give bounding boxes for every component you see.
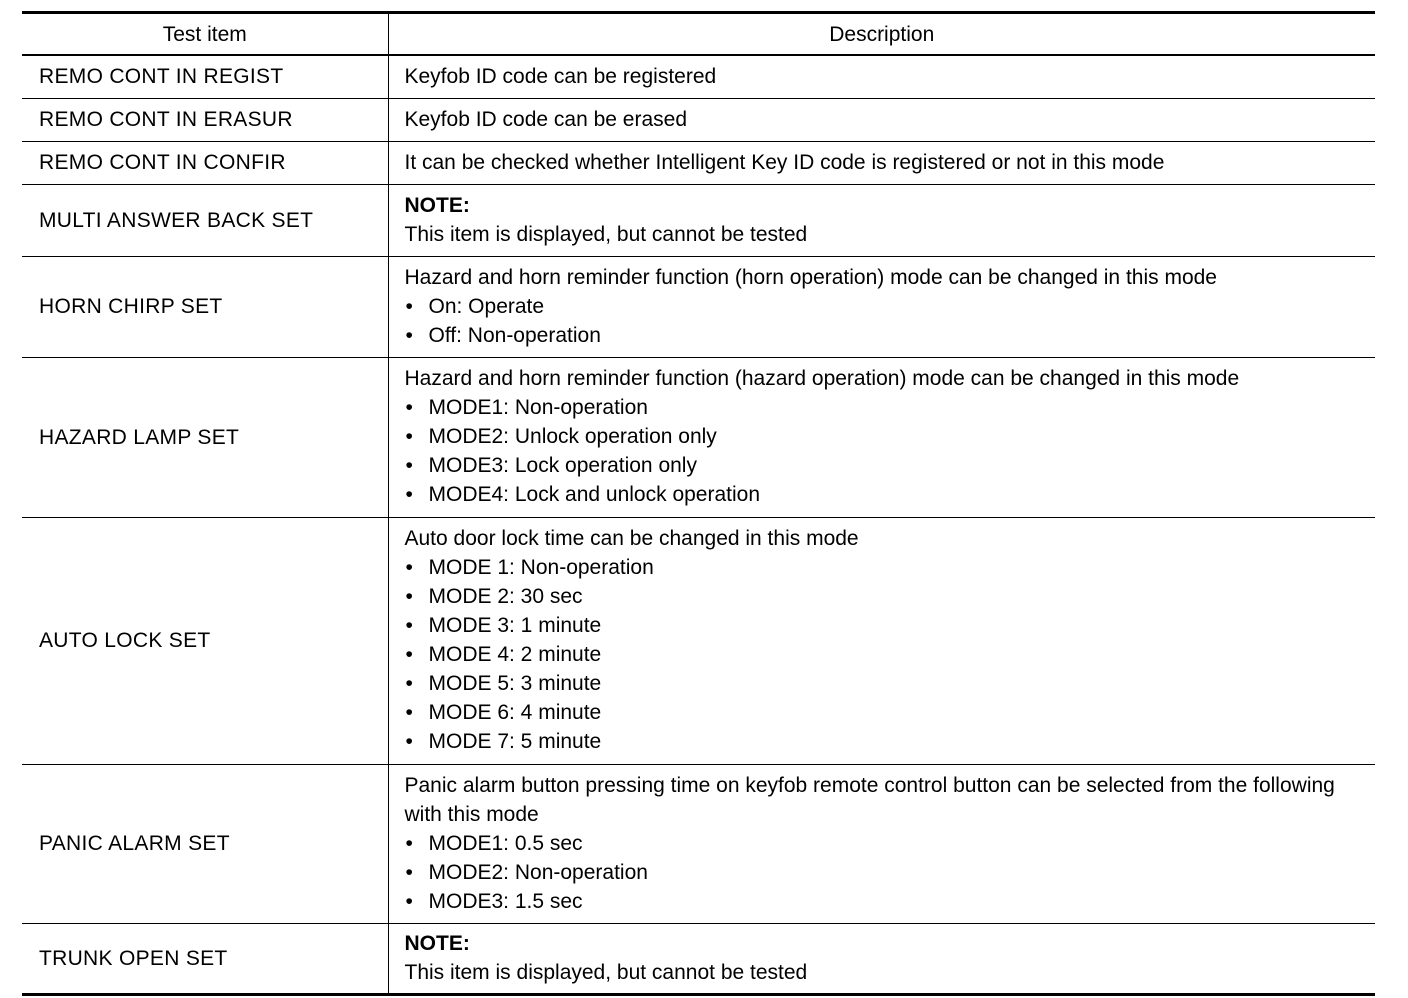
- description-text: Keyfob ID code can be erased: [404, 107, 688, 131]
- bullet-item: • MODE3: Lock operation only: [405, 451, 1362, 480]
- bullet-list: [405, 393, 1362, 509]
- bullet-item: • MODE1: Non-operation: [405, 393, 1362, 422]
- description-cell: [388, 98, 1375, 141]
- bullet-item: • MODE 4: 2 minute: [405, 640, 1362, 669]
- bullet-item: • MODE4: Lock and unlock operation: [405, 480, 1362, 509]
- test-item-table-container: [22, 11, 1375, 996]
- test-item-table: [22, 11, 1375, 996]
- table-row: [22, 98, 1375, 141]
- description-cell: [388, 517, 1375, 764]
- description-cell: [388, 55, 1375, 98]
- description-cell: [388, 184, 1375, 256]
- table-row: [22, 55, 1375, 98]
- description-text: Hazard and horn reminder function (hazard operation) mode can be changed in this mode: [404, 367, 1240, 390]
- description-text: This item is displayed, but cannot be tested: [404, 222, 808, 246]
- bullet-item: • MODE2: Unlock operation only: [405, 422, 1362, 451]
- bullet-item: • MODE 7: 5 minute: [405, 727, 1362, 756]
- test-item-cell: REMO CONT IN CONFIR: [22, 141, 388, 184]
- description-cell: [388, 764, 1375, 923]
- table-row: [22, 357, 1375, 517]
- table-row: [22, 764, 1375, 923]
- test-item-cell: HORN CHIRP SET: [22, 256, 388, 357]
- bullet-list: [405, 553, 1362, 756]
- description-cell: [388, 923, 1375, 994]
- bullet-list: [405, 829, 1362, 916]
- table-row: [22, 184, 1375, 256]
- note-label: NOTE:: [404, 931, 470, 955]
- description-cell: [388, 357, 1375, 517]
- test-item-cell: REMO CONT IN REGIST: [22, 55, 388, 98]
- table-row: [22, 141, 1375, 184]
- header-description: Description: [388, 13, 1375, 56]
- bullet-item: • MODE1: 0.5 sec: [405, 829, 1362, 858]
- bullet-item: • MODE 1: Non-operation: [405, 553, 1362, 582]
- bullet-item: • On: Operate: [405, 292, 1362, 321]
- description-text: Auto door lock time can be changed in this mode: [404, 527, 859, 550]
- bullet-item: • MODE 6: 4 minute: [405, 698, 1362, 727]
- description-text: Keyfob ID code can be registered: [404, 64, 717, 88]
- bullet-item: • MODE2: Non-operation: [405, 858, 1362, 887]
- description-text: Panic alarm button pressing time on keyfob remote control button can be selected from the following with this mode: [404, 773, 1335, 826]
- test-item-cell: PANIC ALARM SET: [22, 764, 388, 923]
- bullet-item: • MODE 2: 30 sec: [405, 582, 1362, 611]
- test-item-cell: TRUNK OPEN SET: [22, 923, 388, 994]
- bullet-item: • MODE 3: 1 minute: [405, 611, 1362, 640]
- description-cell: [388, 141, 1375, 184]
- table-row: [22, 256, 1375, 357]
- bullet-item: • Off: Non-operation: [405, 321, 1362, 350]
- description-text: Hazard and horn reminder function (horn operation) mode can be changed in this mode: [404, 265, 1217, 289]
- bullet-item: • MODE 5: 3 minute: [405, 669, 1362, 698]
- note-label: NOTE:: [404, 193, 470, 217]
- test-item-cell: AUTO LOCK SET: [22, 517, 388, 764]
- table-row: [22, 517, 1375, 764]
- description-cell: [388, 256, 1375, 357]
- bullet-item: • MODE3: 1.5 sec: [405, 887, 1362, 916]
- table-row: [22, 923, 1375, 994]
- test-item-cell: HAZARD LAMP SET: [22, 357, 388, 517]
- test-item-cell: MULTI ANSWER BACK SET: [22, 184, 388, 256]
- table-header-row: [22, 13, 1375, 56]
- description-text: It can be checked whether Intelligent Key ID code is registered or not in this mode: [404, 150, 1165, 174]
- description-text: This item is displayed, but cannot be tested: [404, 960, 808, 984]
- bullet-list: [405, 292, 1362, 350]
- test-item-cell: REMO CONT IN ERASUR: [22, 98, 388, 141]
- header-test-item: Test item: [22, 13, 388, 56]
